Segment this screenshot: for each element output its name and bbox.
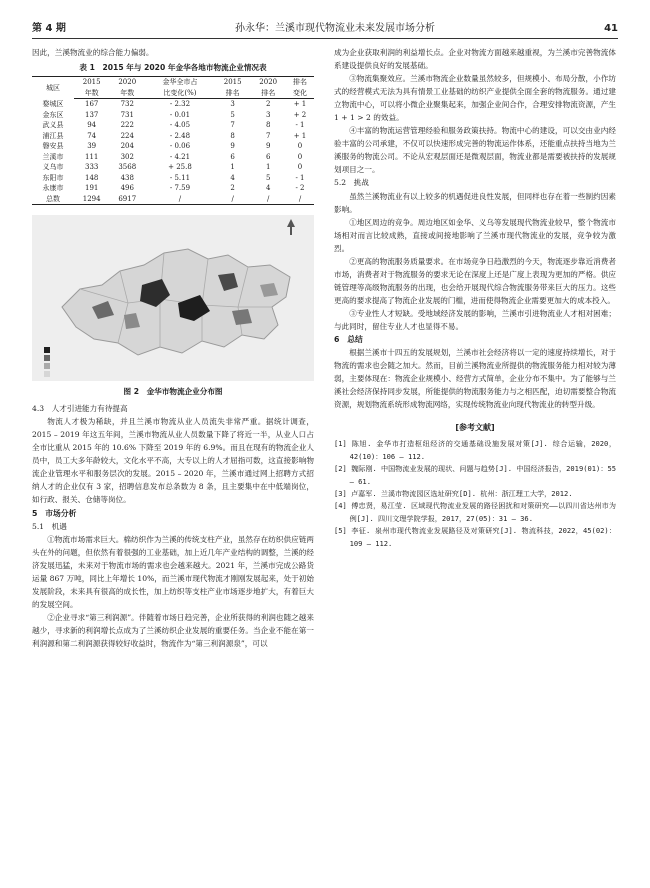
table-cell: 1 <box>265 163 271 172</box>
table-row <box>32 173 314 184</box>
table-cell: 义乌市 <box>42 163 64 172</box>
table-cell: - 1 <box>295 121 305 130</box>
table-cell: 438 <box>120 173 134 182</box>
table-row <box>32 120 314 131</box>
table-header-cell: 金华全市占 <box>145 77 215 88</box>
table-cell: 金东区 <box>42 110 64 119</box>
table-cell: 111 <box>85 152 99 161</box>
opportunity-4-paragraph: ④丰富的物流运营管理经验和服务政策扶持。物流中心的建设，可以交由业内经验丰富的公司承建，不仅可以快速形成完善的物流运作体系，还能重点扶持当地为兰溪服务的物流公司。不论从宏观层面还是微观层面，物流业都是需要被扶持的发展规划项目之一。 <box>334 126 616 175</box>
table-cell: 4 <box>230 173 235 182</box>
section-5-1-paragraph-1: ①物流市场需求巨大。棉纺织作为兰溪的传统支柱产业，虽然存在纺织供应链两头在外的问题，但依然有着很强的工业基础，加上近几年产业结构的调整，兰溪的经济发展迅猛，未来对于物流市场的需求也会越来越大。2021 年，兰溪市完成公路货运量 867 万吨，同比上年增长 10%，而兰溪市现代物流才刚刚发展起来，处于初始发展阶段，未来具有很高的成长性，加上纺织等支柱产业市场逐步地扩大，有着巨大的发展空间。 <box>32 534 314 609</box>
table-caption: 表 1 2015 年与 2020 年金华各地市物流企业情况表 <box>79 63 267 73</box>
table-cell: 137 <box>85 110 99 119</box>
table-cell: 0 <box>297 163 303 172</box>
right-column <box>334 46 616 550</box>
table-row <box>32 141 314 152</box>
table-cell: 婺城区 <box>42 99 64 108</box>
table-cell: 3 <box>230 100 235 109</box>
table-cell: 148 <box>85 173 99 182</box>
opportunity-3-paragraph: ③物流集聚效应。兰溪市物流企业数量虽然较多，但规模小、布局分散，小作坊式的经营模式无法为具有情景工业基础的纺织产业提供全面全套的物流服务。通过建立物流中心，可以将小微企业聚集起来，加强企业间合作，合理安排物流资源，产生 1 + 1 > 2 的效益。 <box>334 74 616 123</box>
continued-paragraph: 成为企业获取利润的利益增长点。企业对物流方面越来越重视，为兰溪市完善物流体系建设提供良好的发展基础。 <box>334 48 616 71</box>
table-cell: 7 <box>230 121 235 130</box>
table-header-cell: 排名 <box>286 77 314 88</box>
page-number: 41 <box>604 23 618 34</box>
table-row <box>32 131 314 142</box>
distribution-map <box>32 215 314 381</box>
table-row <box>32 110 314 121</box>
table-cell: - 0.01 <box>169 110 191 119</box>
table-row <box>32 183 314 194</box>
logistics-enterprise-table <box>32 76 314 205</box>
table-cell: 6917 <box>109 194 145 205</box>
table-cell: / <box>250 194 286 205</box>
table-cell: 731 <box>120 110 134 119</box>
table-cell: + 1 <box>293 100 307 109</box>
table-row <box>32 99 314 110</box>
figure-caption: 图 2 金华市物流企业分布图 <box>123 387 223 397</box>
table-row <box>32 194 314 205</box>
table-cell: 496 <box>120 184 134 193</box>
table-cell: 94 <box>87 121 97 130</box>
section-5-title: 5 市场分析 <box>32 508 77 518</box>
table-cell: 39 <box>87 142 97 151</box>
section-4-3-paragraph: 物流人才极为稀缺，并且兰溪市物流从业人员流失非常严重。据统计调查，2015 – 2019 年这五年间，兰溪市物流从业人员数量下降了将近一半，从业人口占全市比重从 2015 年的 10.6% 下降至 2019 年的 6.9%。而且在现有的物流企业人员中，员工大多年龄较大，文化水平不高，大专以上的人才屈指可数，这直接影响物流企业管理水平和服务层次的发展。2015 – 2020 年，兰溪市通过网上招聘方式招纳人才的企业仅有 3 家，招聘信息发布总条数为 8 条，且主要集中在中低端岗位，如行政、报关、仓储等岗位。 <box>32 417 314 505</box>
table-cell: - 7.59 <box>169 184 191 193</box>
challenge-1-paragraph: ①地区周边的竞争。周边地区如金华、义乌等发展现代物流业较早，整个物流市场相对而言比较成熟，直接或间接地影响了兰溪市现代物流业的发展，竞争较为激烈。 <box>334 217 616 253</box>
table-cell: - 5.11 <box>169 173 191 182</box>
table-cell: 东阳市 <box>42 173 64 182</box>
table-header-cell: 比变化(%) <box>145 88 215 99</box>
table-cell: / <box>145 194 215 205</box>
table-header-cell: 排名 <box>250 88 286 99</box>
challenge-2-paragraph: ②更高的物流服务质量要求。在市场竞争日趋激烈的今天，物流逐步靠近消费者市场，消费者对于物流服务的要求无论在深度上还是广度上表现为更加的严格。供应链管理等高级物流服务的出现，也会给开展现代综合物流服务带来巨大的压力。这些更高的要求提高了物流企业发展的门槛，进而使得物流企业需要更加大的成本投入。 <box>334 256 616 305</box>
reference-item: [4] 傅忠贤，易江莹. 区域现代物流业发展的路径困扰和对策研究——以四川省达州市为例[J]. 四川文理学院学报，2017，27(05)：31 – 36. <box>334 501 616 523</box>
table-cell: 224 <box>120 131 134 140</box>
table-cell: 204 <box>120 142 134 151</box>
table-cell: 总数 <box>32 194 74 205</box>
conclusion-paragraph: 根据兰溪市十四五的发展规划，兰溪市社会经济将以一定的速度持续增长，对于物流的需求也会随之加大。然而，目前兰溪物流业所提供的物流服务能力相对较为薄弱，主要体现在：物流企业规模小、经营方式简单，企业分布不集中。为了能够与兰溪社会经济保持同步发展，所能提供的物流服务能力与之相匹配，迫切需要整合物流资源，规划物流系统形成物流网络，实现传统物流业向现代物流业的转型升级。 <box>334 348 616 410</box>
table-cell: 3 <box>265 110 271 119</box>
table-cell: 9 <box>265 142 271 151</box>
intro-paragraph: 因此，兰溪物流业的综合能力偏弱。 <box>32 48 154 57</box>
challenge-3-paragraph: ③专业性人才短缺。受地域经济发展的影响，兰溪市引进物流业人才相对困难；与此同时，留住专业人才也显得不易。 <box>334 308 616 331</box>
table-header-cell: 2015 <box>74 77 110 88</box>
running-title: 孙永华：兰溪市现代物流业未来发展市场分析 <box>235 23 435 34</box>
table-cell: - 2 <box>295 184 305 193</box>
table-cell: 1 <box>230 163 235 172</box>
table-cell: 7 <box>265 131 271 140</box>
section-4-3-title: 4.3 人才引进能力有待提高 <box>32 404 128 414</box>
table-cell: 磐安县 <box>42 142 64 151</box>
table-cell: 302 <box>120 152 134 161</box>
table-cell: 5 <box>265 173 271 182</box>
reference-item: [1] 陈旭. 金华市打造枢纽经济的交通基础设施发展对策[J]. 综合运输，2020，42(10)：106 – 112. <box>334 439 616 461</box>
table-cell: 1294 <box>74 194 110 205</box>
table-cell: 兰溪市 <box>42 152 64 161</box>
table-cell: 191 <box>85 184 99 193</box>
table-cell: 8 <box>265 121 271 130</box>
issue-number: 第 4 期 <box>32 23 66 34</box>
table-cell: 武义县 <box>42 121 64 130</box>
table-cell: 4 <box>265 184 271 193</box>
table-cell: 8 <box>230 131 235 140</box>
table-cell: + 1 <box>293 131 307 140</box>
table-header-cell: 年数 <box>109 88 145 99</box>
table-cell: 6 <box>230 152 235 161</box>
table-cell: + 2 <box>293 110 307 119</box>
table-cell: - 0.06 <box>169 142 191 151</box>
table-cell: - 4.05 <box>169 121 191 130</box>
table-cell: 0 <box>297 152 303 161</box>
section-5-2-title: 5.2 挑战 <box>334 178 369 188</box>
table-cell: / <box>286 194 314 205</box>
table-cell: 5 <box>230 110 235 119</box>
reference-item: [2] 魏际刚. 中国物流业发展的现状、问题与趋势[J]. 中国经济报告，2019(01)：55 – 61. <box>334 464 616 486</box>
table-cell: + 25.8 <box>168 163 192 172</box>
table-header-cell: 变化 <box>286 88 314 99</box>
table-cell: 浦江县 <box>42 131 64 140</box>
table-cell: - 1 <box>295 173 305 182</box>
table-cell: 74 <box>87 131 97 140</box>
table-header-cell: 年数 <box>74 88 110 99</box>
table-cell: / <box>215 194 251 205</box>
table-row <box>32 162 314 173</box>
table-row <box>32 152 314 163</box>
table-header-cell: 2015 <box>215 77 251 88</box>
section-6-title: 6 总结 <box>334 335 363 345</box>
table-cell: 222 <box>120 121 134 130</box>
running-header <box>32 14 618 39</box>
table-cell: 732 <box>120 100 134 109</box>
table-cell: 2 <box>230 184 235 193</box>
reference-item: [5] 李征. 泉州市现代物流业发展路径及对策研究[J]. 物流科技，2022，45(02)：109 – 112. <box>334 526 616 548</box>
table-cell: 9 <box>230 142 235 151</box>
table-cell: 167 <box>85 100 99 109</box>
table-cell: - 2.48 <box>169 131 191 140</box>
table-cell: - 4.21 <box>169 152 191 161</box>
references-title: [参考文献] <box>455 423 495 433</box>
section-5-1-paragraph-2: ②企业寻求“第三利润源”。伴随着市场日趋完善，企业所获得的利润也随之越来越少，寻求新的利润增长点成为了兰溪纺织企业发展的重要任务。当企业不能在第一利润源和第二利润源获得较好收益时，物流作为“第三利润源泉”，可以 <box>32 612 314 648</box>
table-cell: 0 <box>297 142 303 151</box>
challenge-intro-paragraph: 虽然兰溪物流业有以上较多的机遇促进良性发展，但同样也存在着一些制约因素影响。 <box>334 191 616 214</box>
table-cell: 333 <box>85 163 99 172</box>
table-cell: 3568 <box>118 163 137 172</box>
table-header-cell: 2020 <box>250 77 286 88</box>
table-header-cell: 城区 <box>32 77 74 99</box>
map-graphic <box>32 215 314 381</box>
table-cell: 永康市 <box>42 184 64 193</box>
reference-item: [3] 卢嘉军. 兰溪市物流园区选址研究[D]. 杭州：浙江理工大学，2012. <box>334 488 573 498</box>
table-cell: - 2.32 <box>169 100 191 109</box>
references-list <box>334 438 616 550</box>
left-column <box>32 46 314 650</box>
table-header-cell: 排名 <box>215 88 251 99</box>
table-cell: 6 <box>265 152 271 161</box>
table-cell: 2 <box>265 100 271 109</box>
section-5-1-title: 5.1 机遇 <box>32 521 67 531</box>
table-header-cell: 2020 <box>109 77 145 88</box>
